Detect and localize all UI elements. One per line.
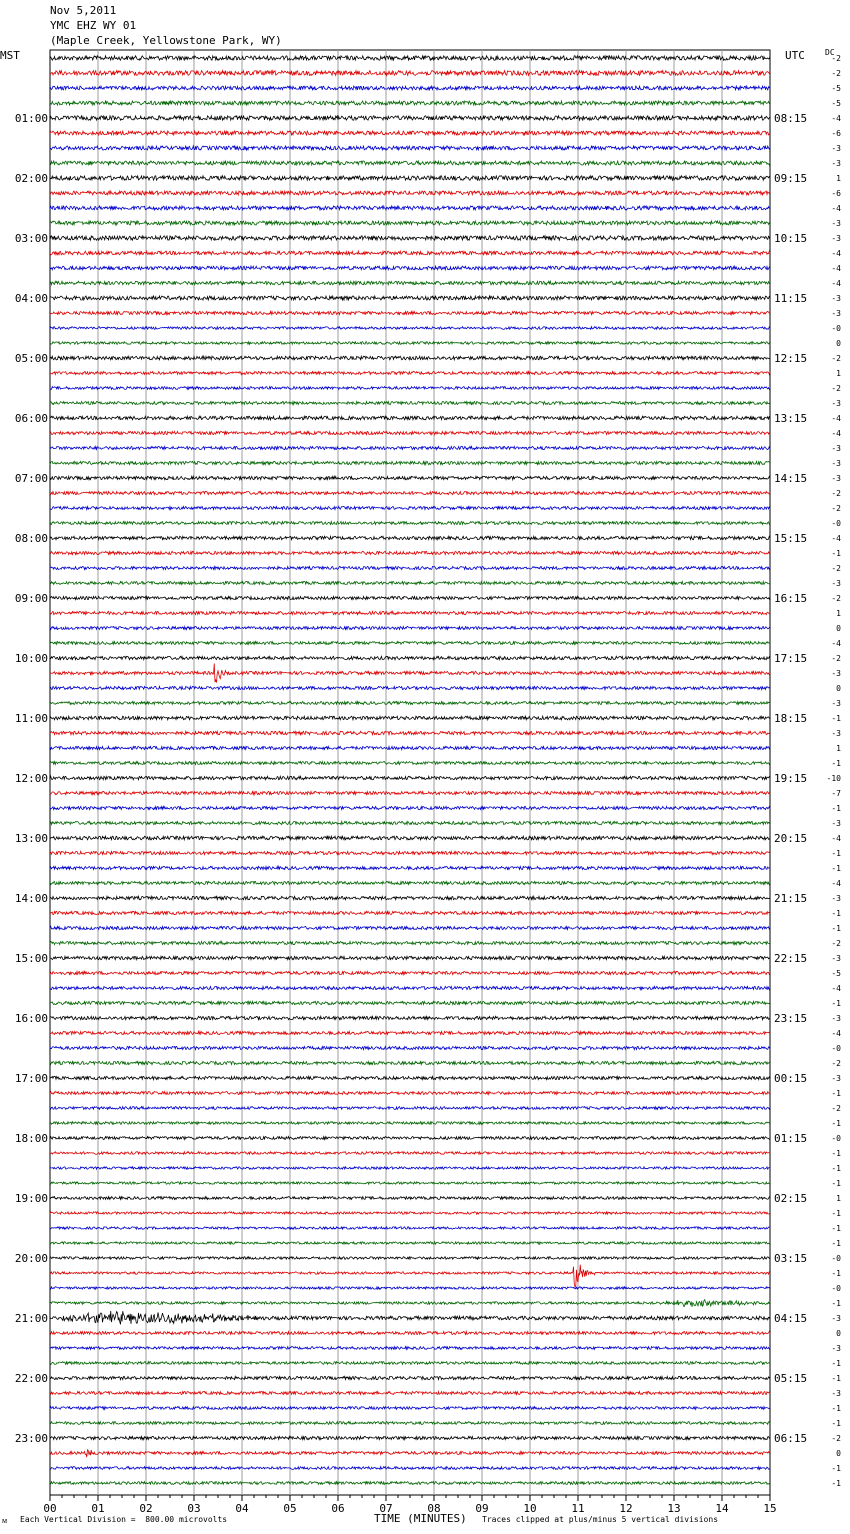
seismic-trace: [50, 311, 770, 314]
dc-offset-label: -4: [831, 1029, 841, 1038]
dc-offset-label: -2: [831, 504, 841, 513]
seismic-trace: [50, 1046, 770, 1049]
utc-hour-label: 16:15: [774, 592, 808, 605]
dc-offset-label: -0: [831, 519, 841, 528]
dc-offset-label: -4: [831, 429, 841, 438]
dc-label: DC: [825, 48, 835, 57]
mst-hour-label: 23:00: [14, 1432, 48, 1445]
x-axis-title: TIME (MINUTES): [374, 1512, 467, 1525]
seismic-trace: [50, 896, 770, 899]
dc-offset-label: -2: [831, 1104, 841, 1113]
mst-hour-label: 21:00: [14, 1312, 48, 1325]
dc-offset-label: -2: [831, 1059, 841, 1068]
seismic-trace: [50, 461, 770, 464]
dc-offset-label: -3: [831, 144, 841, 153]
seismic-trace: [50, 663, 770, 682]
dc-offset-label: -3: [831, 669, 841, 678]
utc-hour-label: 02:15: [774, 1192, 808, 1205]
utc-hour-label: 22:15: [774, 952, 808, 965]
seismic-trace: [50, 1436, 770, 1439]
seismic-trace: [50, 176, 770, 180]
dc-offset-label: 1: [836, 174, 841, 183]
dc-offset-label: -2: [831, 54, 841, 63]
dc-offset-label: -1: [831, 1224, 841, 1233]
utc-hour-label: 05:15: [774, 1372, 808, 1385]
seismic-trace: [50, 71, 770, 76]
dc-offset-label: -1: [831, 1404, 841, 1413]
utc-hour-label: 20:15: [774, 832, 808, 845]
utc-zone-label: UTC: [785, 49, 805, 62]
x-tick-label: 14: [715, 1502, 729, 1515]
location-label: (Maple Creek, Yellowstone Park, WY): [50, 34, 282, 47]
seismic-trace: [50, 776, 770, 779]
seismic-trace: [50, 1182, 770, 1184]
seismic-trace: [50, 806, 770, 809]
x-tick-label: 13: [667, 1502, 681, 1515]
dc-offset-label: -1: [831, 1119, 841, 1128]
seismic-trace: [50, 507, 770, 510]
x-tick-label: 09: [475, 1502, 489, 1515]
dc-offset-label: -0: [831, 1254, 841, 1263]
seismic-trace: [50, 1092, 770, 1095]
mst-hour-label: 19:00: [14, 1192, 48, 1205]
seismic-trace: [50, 536, 770, 539]
dc-offset-label: -3: [831, 1389, 841, 1398]
date-label: Nov 5,2011: [50, 4, 117, 17]
seismic-trace: [50, 1300, 770, 1307]
dc-offset-label: 1: [836, 1194, 841, 1203]
mst-hour-label: 14:00: [14, 892, 48, 905]
seismic-trace: [50, 236, 770, 240]
seismic-trace: [50, 161, 770, 165]
seismic-trace: [50, 836, 770, 840]
dc-offset-label: 0: [836, 684, 841, 693]
seismic-trace: [50, 221, 770, 225]
seismic-trace: [50, 716, 770, 720]
seismic-trace: [50, 266, 770, 270]
seismic-trace: [50, 1152, 770, 1155]
seismic-trace: [50, 522, 770, 525]
x-tick-label: 06: [331, 1502, 345, 1515]
dc-offset-label: -2: [831, 354, 841, 363]
seismic-trace: [50, 731, 770, 734]
dc-offset-label: -3: [831, 444, 841, 453]
utc-hour-label: 03:15: [774, 1252, 808, 1265]
dc-offset-label: -1: [831, 1299, 841, 1308]
seismic-trace: [50, 1227, 770, 1229]
x-tick-label: 07: [379, 1502, 393, 1515]
dc-offset-label: -3: [831, 1014, 841, 1023]
dc-offset-label: -1: [831, 909, 841, 918]
seismic-trace: [50, 1376, 770, 1379]
utc-hour-label: 08:15: [774, 112, 808, 125]
mst-zone-label: MST: [0, 49, 20, 62]
dc-offset-label: -4: [831, 414, 841, 423]
mst-hour-label: 01:00: [14, 112, 48, 125]
utc-hour-label: 09:15: [774, 172, 808, 185]
dc-offset-label: -1: [831, 1464, 841, 1473]
dc-offset-label: 1: [836, 744, 841, 753]
seismic-trace: [50, 327, 770, 330]
seismic-trace: [50, 1061, 770, 1064]
utc-hour-label: 21:15: [774, 892, 808, 905]
dc-offset-label: -5: [831, 99, 841, 108]
dc-offset-label: -4: [831, 834, 841, 843]
x-tick-label: 04: [235, 1502, 249, 1515]
seismic-trace: [50, 387, 770, 390]
seismic-trace: [50, 416, 770, 420]
mst-hour-label: 11:00: [14, 712, 48, 725]
seismic-trace: [50, 1242, 770, 1244]
seismic-trace: [50, 956, 770, 959]
dc-offset-label: -3: [831, 459, 841, 468]
seismic-trace: [50, 1450, 770, 1457]
utc-hour-label: 04:15: [774, 1312, 808, 1325]
footer-mark: ᴍ: [2, 1516, 8, 1525]
seismic-trace: [50, 762, 770, 765]
seismic-trace: [50, 1001, 770, 1004]
dc-offset-label: -1: [831, 759, 841, 768]
dc-offset-label: -2: [831, 564, 841, 573]
dc-offset-label: -1: [831, 714, 841, 723]
dc-offset-label: -2: [831, 939, 841, 948]
seismic-trace: [50, 1311, 770, 1324]
x-tick-label: 15: [763, 1502, 777, 1515]
dc-offset-label: -3: [831, 294, 841, 303]
seismic-trace: [50, 1332, 770, 1335]
dc-offset-label: -1: [831, 1359, 841, 1368]
seismic-trace: [50, 1122, 770, 1125]
dc-offset-label: -1: [831, 804, 841, 813]
x-tick-label: 08: [427, 1502, 441, 1515]
dc-offset-label: -3: [831, 954, 841, 963]
seismic-trace: [50, 1016, 770, 1019]
seismic-trace: [50, 986, 770, 989]
x-tick-label: 03: [187, 1502, 201, 1515]
dc-offset-label: -1: [831, 1164, 841, 1173]
dc-offset-label: -1: [831, 849, 841, 858]
seismic-trace: [50, 642, 770, 645]
dc-offset-label: 1: [836, 369, 841, 378]
mst-hour-label: 08:00: [14, 532, 48, 545]
mst-hour-label: 02:00: [14, 172, 48, 185]
dc-offset-label: -2: [831, 654, 841, 663]
x-tick-label: 11: [571, 1502, 585, 1515]
mst-hour-label: 05:00: [14, 352, 48, 365]
seismic-trace: [50, 971, 770, 974]
x-tick-label: 00: [43, 1502, 57, 1515]
dc-offset-label: -1: [831, 1269, 841, 1278]
station-label: YMC EHZ WY 01: [50, 19, 137, 32]
dc-offset-label: -1: [831, 1374, 841, 1383]
dc-offset-label: -3: [831, 234, 841, 243]
seismic-trace: [50, 1467, 770, 1470]
seismic-trace: [50, 146, 770, 150]
seismic-trace: [50, 86, 770, 90]
utc-hour-label: 10:15: [774, 232, 808, 245]
dc-offset-label: -4: [831, 279, 841, 288]
dc-offset-label: -4: [831, 639, 841, 648]
x-tick-label: 05: [283, 1502, 297, 1515]
dc-offset-label: -3: [831, 309, 841, 318]
utc-hour-label: 18:15: [774, 712, 808, 725]
dc-offset-label: -5: [831, 84, 841, 93]
dc-offset-label: -1: [831, 1239, 841, 1248]
utc-hour-label: 11:15: [774, 292, 808, 305]
seismic-trace: [50, 582, 770, 585]
seismic-trace: [50, 1031, 770, 1034]
seismic-trace: [50, 1422, 770, 1425]
mst-hour-label: 10:00: [14, 652, 48, 665]
seismic-trace: [50, 1362, 770, 1365]
utc-hour-label: 14:15: [774, 472, 808, 485]
utc-hour-label: 12:15: [774, 352, 808, 365]
seismic-trace: [50, 1257, 770, 1260]
seismic-trace: [50, 431, 770, 434]
dc-offset-label: -3: [831, 579, 841, 588]
seismic-trace: [50, 1392, 770, 1395]
seismic-trace: [50, 1482, 770, 1485]
seismic-trace: [50, 926, 770, 929]
dc-offset-label: -1: [831, 1089, 841, 1098]
dc-offset-label: -2: [831, 69, 841, 78]
mst-hour-label: 04:00: [14, 292, 48, 305]
seismic-trace: [50, 941, 770, 944]
dc-offset-label: -1: [831, 924, 841, 933]
dc-offset-label: -4: [831, 534, 841, 543]
dc-offset-label: 0: [836, 1329, 841, 1338]
mst-hour-label: 20:00: [14, 1252, 48, 1265]
seismic-trace: [50, 402, 770, 405]
dc-offset-label: 1: [836, 609, 841, 618]
seismic-trace: [50, 296, 770, 300]
dc-offset-label: -3: [831, 819, 841, 828]
utc-hour-label: 17:15: [774, 652, 808, 665]
seismic-trace: [50, 491, 770, 494]
dc-offset-label: -4: [831, 879, 841, 888]
mst-hour-label: 15:00: [14, 952, 48, 965]
dc-offset-label: -3: [831, 699, 841, 708]
dc-offset-label: -1: [831, 1179, 841, 1188]
seismic-trace: [50, 476, 770, 479]
utc-hour-label: 13:15: [774, 412, 808, 425]
seismic-trace: [50, 851, 770, 854]
dc-offset-label: -1: [831, 549, 841, 558]
seismic-trace: [50, 281, 770, 285]
seismic-trace: [50, 656, 770, 659]
dc-offset-label: -6: [831, 189, 841, 198]
seismic-trace: [50, 1212, 770, 1214]
mst-hour-label: 12:00: [14, 772, 48, 785]
dc-offset-label: -0: [831, 324, 841, 333]
dc-offset-label: -4: [831, 984, 841, 993]
seismic-trace: [50, 1076, 770, 1079]
dc-offset-label: -4: [831, 114, 841, 123]
dc-offset-label: -4: [831, 204, 841, 213]
seismic-trace: [50, 1167, 770, 1169]
dc-offset-label: -4: [831, 264, 841, 273]
seismic-trace: [50, 206, 770, 210]
dc-offset-label: -6: [831, 129, 841, 138]
seismic-trace: [50, 1347, 770, 1350]
dc-offset-label: -3: [831, 729, 841, 738]
mst-hour-label: 06:00: [14, 412, 48, 425]
utc-hour-label: 15:15: [774, 532, 808, 545]
seismic-trace: [50, 551, 770, 554]
mst-hour-label: 03:00: [14, 232, 48, 245]
utc-hour-label: 06:15: [774, 1432, 808, 1445]
mst-hour-label: 17:00: [14, 1072, 48, 1085]
dc-offset-label: -3: [831, 1074, 841, 1083]
dc-offset-label: -2: [831, 384, 841, 393]
dc-offset-label: -1: [831, 1479, 841, 1488]
dc-offset-label: -2: [831, 489, 841, 498]
seismic-trace: [50, 1197, 770, 1200]
mst-hour-label: 22:00: [14, 1372, 48, 1385]
seismic-trace: [50, 356, 770, 360]
dc-offset-label: -10: [826, 774, 841, 783]
seismic-trace: [50, 101, 770, 105]
dc-offset-label: -3: [831, 894, 841, 903]
mst-hour-label: 09:00: [14, 592, 48, 605]
seismic-trace: [50, 821, 770, 824]
dc-offset-label: -0: [831, 1134, 841, 1143]
dc-offset-label: -4: [831, 249, 841, 258]
dc-offset-label: -1: [831, 1419, 841, 1428]
dc-offset-label: -7: [831, 789, 841, 798]
dc-offset-label: -3: [831, 474, 841, 483]
seismic-trace: [50, 746, 770, 749]
seismic-trace: [50, 251, 770, 255]
seismic-trace: [50, 911, 770, 914]
dc-offset-label: -0: [831, 1284, 841, 1293]
mst-hour-label: 18:00: [14, 1132, 48, 1145]
x-tick-label: 12: [619, 1502, 633, 1515]
seismic-trace: [50, 372, 770, 375]
x-tick-label: 02: [139, 1502, 153, 1515]
seismic-trace: [50, 191, 770, 195]
dc-offset-label: -2: [831, 594, 841, 603]
dc-offset-label: 0: [836, 624, 841, 633]
seismic-trace: [50, 686, 770, 689]
dc-offset-label: -5: [831, 969, 841, 978]
dc-offset-label: -0: [831, 1044, 841, 1053]
clip-note: Traces clipped at plus/minus 5 vertical divisions: [482, 1515, 719, 1524]
seismic-trace: [50, 791, 770, 794]
dc-offset-label: -1: [831, 1149, 841, 1158]
seismic-trace: [50, 1407, 770, 1410]
utc-hour-label: 00:15: [774, 1072, 808, 1085]
seismic-trace: [50, 881, 770, 884]
seismic-trace: [50, 1287, 770, 1289]
seismic-trace: [50, 611, 770, 614]
seismic-trace: [50, 116, 770, 120]
mst-hour-label: 13:00: [14, 832, 48, 845]
mst-hour-label: 07:00: [14, 472, 48, 485]
dc-offset-label: -2: [831, 1434, 841, 1443]
dc-offset-label: 0: [836, 1449, 841, 1458]
seismic-trace: [50, 131, 770, 135]
utc-hour-label: 01:15: [774, 1132, 808, 1145]
dc-offset-label: -3: [831, 159, 841, 168]
seismic-trace: [50, 56, 770, 60]
seismic-trace: [50, 1265, 770, 1287]
seismic-trace: [50, 1107, 770, 1110]
dc-offset-label: 0: [836, 339, 841, 348]
seismic-trace: [50, 866, 770, 869]
dc-offset-label: -1: [831, 999, 841, 1008]
dc-offset-label: -3: [831, 219, 841, 228]
dc-offset-label: -1: [831, 864, 841, 873]
seismic-trace: [50, 702, 770, 705]
seismic-trace: [50, 342, 770, 345]
mst-hour-label: 16:00: [14, 1012, 48, 1025]
dc-offset-label: -3: [831, 399, 841, 408]
x-tick-label: 01: [91, 1502, 105, 1515]
utc-hour-label: 23:15: [774, 1012, 808, 1025]
x-tick-label: 10: [523, 1502, 537, 1515]
seismic-trace: [50, 1137, 770, 1140]
seismic-trace: [50, 446, 770, 449]
seismic-trace: [50, 627, 770, 630]
dc-offset-label: -3: [831, 1344, 841, 1353]
dc-offset-label: -3: [831, 1314, 841, 1323]
utc-hour-label: 19:15: [774, 772, 808, 785]
dc-offset-label: -1: [831, 1209, 841, 1218]
seismic-trace: [50, 596, 770, 599]
seismic-trace: [50, 567, 770, 570]
scale-note: Each Vertical Division = 800.00 microvolts: [20, 1515, 228, 1524]
